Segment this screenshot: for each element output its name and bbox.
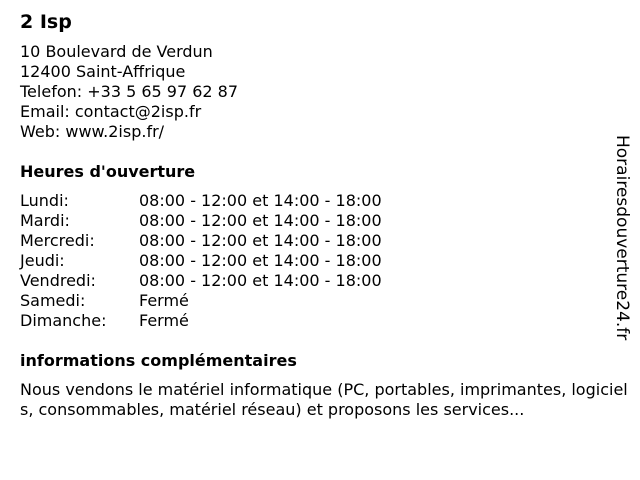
website: Web: www.2isp.fr/ (20, 122, 165, 141)
day-label: Mardi: (20, 211, 70, 230)
hours-row (20, 211, 630, 231)
day-times: Fermé (139, 311, 189, 330)
day-times: Fermé (139, 291, 189, 310)
business-card (20, 10, 630, 420)
day-label: Dimanche: (20, 311, 107, 330)
day-label: Jeudi: (20, 251, 65, 270)
site-watermark: Horairesdouverture24.fr (612, 135, 632, 341)
day-times: 08:00 - 12:00 et 14:00 - 18:00 (139, 191, 382, 210)
business-name: 2 Isp (20, 11, 72, 33)
address-line-street: 10 Boulevard de Verdun (20, 42, 213, 61)
day-times: 08:00 - 12:00 et 14:00 - 18:00 (139, 211, 382, 230)
day-times: 08:00 - 12:00 et 14:00 - 18:00 (139, 231, 382, 250)
day-label: Mercredi: (20, 231, 95, 250)
hours-row (20, 231, 630, 251)
hours-row (20, 291, 630, 311)
day-label: Samedi: (20, 291, 86, 310)
day-times: 08:00 - 12:00 et 14:00 - 18:00 (139, 251, 382, 270)
phone-number: Telefon: +33 5 65 97 62 87 (20, 82, 239, 101)
day-label: Lundi: (20, 191, 69, 210)
day-times: 08:00 - 12:00 et 14:00 - 18:00 (139, 271, 382, 290)
additional-info-text: Nous vendons le matériel informatique (PC, portables, imprimantes, logiciels, consommables, matériel réseau) et proposons les services... (20, 380, 628, 419)
hours-row (20, 311, 630, 331)
address-line-city: 12400 Saint-Affrique (20, 62, 186, 81)
email-address: Email: contact@2isp.fr (20, 102, 202, 121)
additional-info-heading: informations complémentaires (20, 351, 297, 370)
hours-row (20, 251, 630, 271)
opening-hours-heading: Heures d'ouverture (20, 162, 196, 181)
hours-row (20, 191, 630, 211)
opening-hours-table (20, 191, 630, 331)
day-label: Vendredi: (20, 271, 96, 290)
hours-row (20, 271, 630, 291)
